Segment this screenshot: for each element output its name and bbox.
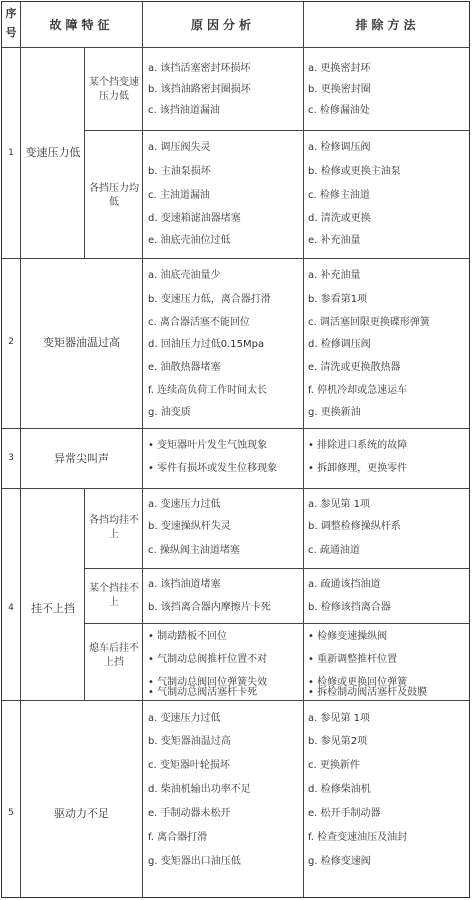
row-number: 4: [8, 603, 14, 613]
cause-item: e. 油底壳油位过低: [148, 235, 231, 246]
row-divider: [2, 428, 469, 429]
remedy-item: a. 检修调压阀: [308, 142, 371, 153]
column-divider: [303, 2, 304, 897]
cause-item: • 零件有损坏或发生位移现象: [148, 463, 278, 474]
subcategory-label: 某个挡挂不上: [89, 583, 139, 608]
symptom-label: 挂不上挡: [31, 602, 75, 615]
remedy-item: b. 参看第1项: [308, 294, 368, 305]
cause-item: a. 变速压力过低: [148, 713, 221, 724]
column-divider: [142, 2, 143, 897]
cause-item: f. 连续高负荷工作时间太长: [148, 385, 268, 396]
cause-item: c. 操纵阀主油道堵塞: [148, 545, 240, 556]
row-divider: [84, 623, 469, 624]
remedy-item: g. 更换新油: [308, 407, 361, 418]
remedy-item: f. 检查变速油压及油封: [308, 832, 408, 843]
row-divider: [84, 568, 469, 569]
cause-item: c. 变矩器叶轮损坏: [148, 760, 230, 771]
cause-item: • 气制动总阀回位弹簧失效: [148, 677, 268, 688]
symptom-label: 异常尖叫声: [54, 452, 109, 465]
symptom-label: 驱动力不足: [54, 807, 109, 820]
cause-item: g. 变矩器出口油压低: [148, 856, 241, 867]
remedy-item: a. 补充油量: [308, 270, 361, 281]
remedy-item: b. 更换密封圈: [308, 84, 371, 95]
cause-item: b. 该挡油路密封圈损坏: [148, 84, 251, 95]
remedy-item: • 拆卸修理，更换零件: [308, 463, 408, 474]
row-number: 2: [8, 337, 14, 347]
cause-item: g. 油变质: [148, 407, 191, 418]
subcategory-label: 各挡压力均低: [89, 183, 139, 208]
row-divider: [2, 488, 469, 489]
cause-item: • 变矩器叶片发生气蚀现象: [148, 440, 268, 451]
header-symptom: 故障特征: [49, 18, 114, 32]
cause-item: a. 该挡活塞密封环损坏: [148, 63, 251, 74]
cause-item: c. 该挡油道漏油: [148, 105, 220, 116]
symptom-label: 变速压力低: [25, 146, 81, 159]
cause-item: • 气制动总阀推杆位置不对: [148, 654, 268, 665]
column-divider: [20, 2, 21, 897]
remedy-item: b. 参见第2项: [308, 736, 368, 747]
symptom-label: 变矩器油温过高: [43, 336, 120, 349]
row-divider: [2, 258, 469, 259]
cause-item: b. 变速压力低，离合器打滑: [148, 294, 271, 305]
cause-item: e. 手制动器未松开: [148, 808, 231, 819]
remedy-item: a. 参见第 1项: [308, 713, 371, 724]
cause-item: c. 主油道漏油: [148, 190, 210, 201]
remedy-item: d. 检修柴油机: [308, 784, 371, 795]
cause-item: • 气制动总阀活塞杆卡死: [148, 687, 258, 698]
cause-item: f. 离合器打滑: [148, 832, 208, 843]
remedy-item: b. 检修该挡离合器: [308, 602, 391, 613]
cause-item: d. 回油压力过低0.15Mpa: [148, 339, 265, 350]
row-divider: [2, 700, 469, 701]
remedy-item: c. 更换新件: [308, 760, 360, 771]
cause-item: a. 调压阀失灵: [148, 142, 211, 153]
remedy-item: c. 疏通油道: [308, 545, 360, 556]
subcategory-divider: [84, 488, 85, 700]
remedy-item: e. 清洗或更换散热器: [308, 362, 401, 373]
remedy-item: • 检修或更换回位弹簧: [308, 677, 408, 688]
fault-table: [1, 1, 470, 898]
remedy-item: a. 疏通该挡油道: [308, 579, 381, 590]
remedy-item: • 拆检制动阀活塞杆及鼓膜: [308, 687, 428, 698]
remedy-item: c. 调活塞回限更换碟形弹簧: [308, 317, 430, 328]
cause-item: b. 变矩器油温过高: [148, 736, 231, 747]
cause-item: d. 柴油机输出功率不足: [148, 784, 251, 795]
row-number: 5: [8, 808, 14, 818]
header-number: 序号: [5, 7, 17, 39]
cause-item: a. 变速压力过低: [148, 499, 221, 510]
remedy-item: a. 参见第 1项: [308, 499, 371, 510]
remedy-item: b. 检修或更换主油泵: [308, 166, 401, 177]
row-number: 3: [8, 453, 14, 463]
cause-item: c. 离合器活塞不能回位: [148, 317, 250, 328]
cause-item: b. 变速操纵杆失灵: [148, 521, 231, 532]
cause-item: d. 变速箱滤油器堵塞: [148, 213, 241, 224]
header-cause: 原因分析: [190, 18, 255, 32]
header-remedy: 排除方法: [355, 18, 420, 32]
cause-item: b. 主油泵损坏: [148, 166, 211, 177]
row-number: 1: [8, 148, 14, 158]
subcategory-label: 熄车后挂不上挡: [89, 643, 139, 668]
remedy-item: e. 松开手制动器: [308, 808, 381, 819]
remedy-item: c. 检修漏油处: [308, 105, 370, 116]
cause-item: a. 该挡油道堵塞: [148, 579, 221, 590]
remedy-item: d. 清洗或更换: [308, 213, 371, 224]
remedy-item: c. 检修主油道: [308, 190, 370, 201]
cause-item: a. 油底壳油量少: [148, 270, 221, 281]
subcategory-label: 某个挡变速压力低: [89, 77, 139, 102]
remedy-item: f. 停机冷却或急速运车: [308, 385, 408, 396]
remedy-item: d. 检修调压阀: [308, 339, 371, 350]
subcategory-label: 各挡均挂不上: [89, 515, 139, 540]
remedy-item: • 排除进口系统的故障: [308, 440, 408, 451]
cause-item: e. 油散热器堵塞: [148, 362, 221, 373]
remedy-item: • 重新调整推杆位置: [308, 654, 398, 665]
remedy-item: • 检修变速操纵阀: [308, 631, 388, 642]
cause-item: b. 该挡离合器内摩擦片卡死: [148, 602, 271, 613]
row-divider: [84, 130, 469, 131]
row-divider: [2, 47, 469, 48]
remedy-item: e. 补充油量: [308, 235, 361, 246]
subcategory-divider: [84, 48, 85, 258]
remedy-item: a. 更换密封环: [308, 63, 371, 74]
cause-item: • 制动踏板不回位: [148, 631, 228, 642]
remedy-item: b. 调整检修操纵杆系: [308, 521, 401, 532]
remedy-item: g. 检修变速阀: [308, 856, 371, 867]
